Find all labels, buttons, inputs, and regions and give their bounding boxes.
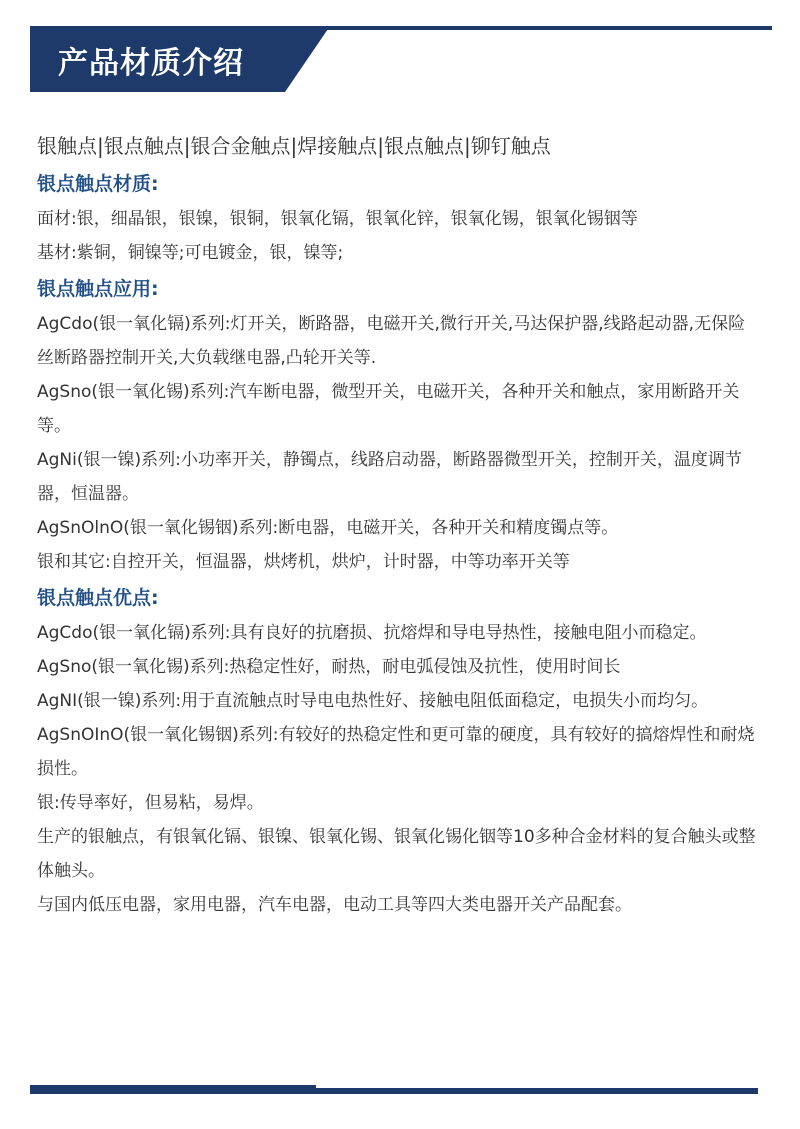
applications-title: 银点触点应用: (37, 278, 159, 300)
advantages-line: 银:传导率好，但易粘，易焊。 (37, 793, 264, 813)
advantages-line: 生产的银触点，有银氧化镉、银镍、银氧化锡、银氧化锡化铟等10多种合金材料的复合触头或整体触头。 (37, 827, 756, 881)
advantages-line: 与国内低压电器，家用电器，汽车电器，电动工具等四大类电器开关产品配套。 (37, 895, 632, 915)
materials-title: 银点触点材质: (37, 173, 159, 195)
advantages-line: AgNI(银一镍)系列:用于直流触点时导电电热性好、接触电阻低面稳定，电损失小而均匀。 (37, 691, 709, 711)
applications-line: AgSno(银一氧化锡)系列:汽车断电器，微型开关，电磁开关，各种开关和触点，家用断路开关等。 (37, 382, 740, 436)
footer-rule (30, 1088, 758, 1094)
advantages-section (37, 583, 757, 922)
content (37, 130, 757, 926)
advantages-line: AgSno(银一氧化锡)系列:热稳定性好，耐热，耐电弧侵蚀及抗性，使用时间长 (37, 657, 621, 677)
subtitle: 银触点|银点触点|银合金触点|焊接触点|银点触点|铆钉触点 (37, 134, 551, 158)
applications-section (37, 274, 757, 579)
advantages-title: 银点触点优点: (37, 587, 159, 609)
applications-line: AgSnOlnO(银一氧化锡铟)系列:断电器，电磁开关，各种开关和精度镯点等。 (37, 518, 619, 538)
applications-line: AgNi(银一镍)系列:小功率开关，静镯点，线路启动器，断路器微型开关，控制开关，温度调节器，恒温器。 (37, 450, 742, 504)
applications-line: 银和其它:自控开关，恒温器，烘烤机，烘炉，计时器，中等功率开关等 (37, 552, 570, 572)
applications-line: AgCdo(银一氧化镉)系列:灯开关，断路器，电磁开关,微行开关,马达保护器,线路起动器,无保险丝断路器控制开关,大负载继电器,凸轮开关等. (37, 314, 746, 368)
advantages-line: AgSnOInO(银一氧化锡铟)系列:有较好的热稳定性和更可靠的硬度，具有较好的搞熔焊性和耐烧损性。 (37, 725, 755, 779)
materials-line: 基材:紫铜，铜镍等;可电镀金，银，镍等; (37, 243, 344, 263)
header-band (30, 26, 772, 92)
materials-line: 面材:银，细晶银，银镍，银铜，银氧化镉，银氧化锌，银氧化锡，银氧化锡铟等 (37, 209, 638, 229)
page-title: 产品材质介绍 (58, 46, 244, 81)
advantages-line: AgCdo(银一氧化镉)系列:具有良好的抗磨损、抗熔焊和导电导热性，接触电阻小而稳定。 (37, 623, 707, 643)
materials-section (37, 169, 757, 270)
